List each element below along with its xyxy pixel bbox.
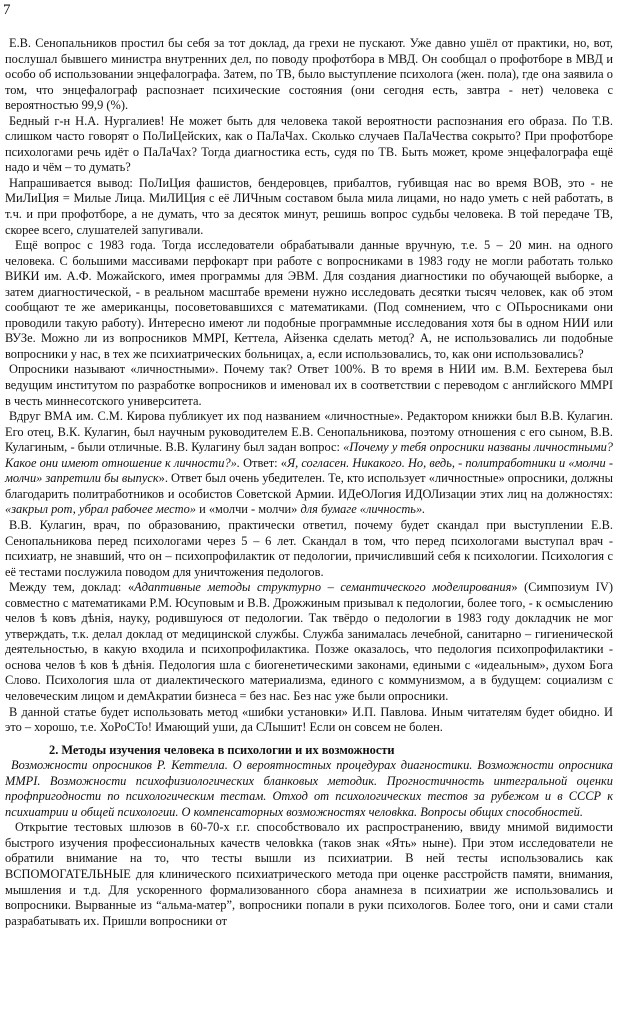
document-body xyxy=(5,36,613,929)
text-span: Вдруг ВМА им. С.М. Кирова публикует их под названием «личностные». Редактором книжки был В.В. Кулагин. Его отец, В.К. Кулагин, был научным руководителем Е.В. Сенопальникова, поэтому отношения с его сыном, В.В. Кулагиным, - были отличные. В.В. Кулагину был задан вопрос: xyxy=(5,409,613,455)
paragraph-report: Е.В. Сенопальников простил бы себя за тот доклад, да грехи не пускают. Уже давно ушёл от практики, но, вот, послушал бывшего министра внутренних дел, по поводу профотбора в МВД. Он сообщал о профотборе в МВД и особо об использовании энцефалографа. Затем, по ТВ, было выступление психолога (жен. пола), где она заявила о том, что энцефалограф распознает психические состояния (они сегодня есть, завтра - нет) человека с вероятностью 99,9 (%). xyxy=(5,36,613,113)
paragraph-symposium xyxy=(5,580,613,704)
paragraph-test-gates: Открытие тестовых шлюзов в 60-70-х г.г. способствовало их распространению, ввиду мнимой видимости быстрого изучения профессиональных качеств человkка (таков знак «Ять» ныне). При этом исследователи не обратили внимание на то, что тесты вышли из психиатрии. В ней тесты использовались как ВСПОМОГАТЕЛЬНЫЕ для клинического психиатрического метода при оценке расстройств памяти, внимания, мышления и т.д. Для ускоренного формализованного сбора анамнеза в психиатрии же использовались и вопросники. Вырванные из “альма-матер”, вопросники попали в руки психологов. Более того, они и сами стали разрабатывать их. Пришли вопросники от xyxy=(5,820,613,928)
section-heading: 2. Методы изучения человека в психологии и их возможности xyxy=(49,742,395,757)
section-abstract: Возможности опросников Р. Кеттелла. О вероятностных процедурах диагностики. Возможности опросника MMPI. Возможности психофизиологических бланковых методик. Прогностичность интегральной оценки профпригодности по психологическим тестам. Отход от психологических тестов за рубежом и в СССР к психиатрии и общей психологии. О компенсаторных возможностях человkка. Вопросы общих способностей. xyxy=(5,758,613,819)
paragraph-pavlov: В данной статье будет использовать метод «шибки установки» И.П. Павлова. Иным читателям будет обидно. И это – хорошо, т.е. ХоРоСТо! Имающий уши, да СЛышит! Если он совсем не болен. xyxy=(5,704,613,735)
page-number: 7 xyxy=(3,2,11,18)
text-span: Между тем, доклад: « xyxy=(9,580,135,595)
report-title: Адаптивные методы структурно – семантического моделирования xyxy=(134,580,512,595)
paragraph-nurgaliev: Бедный г-н Н.А. Нургалиев! Не может быть для человека такой вероятности распознания его образа. По Т.В. слишком часто говорят о ПоЛиЦейских, как о ПаЛаЧах. Сколько случаев ПаЛаЧества сокрыто? При профотборе психологами речь идёт о ПаЛаЧах? Тогда диагностика есть, судя по ТВ. Быть может, кроме энцефалографа ещё надо и чём – то думать? xyxy=(5,113,613,175)
text-span: » (Симпозиум IV) совместно с математиками Р.М. Юсуповым и В.В. Дрожжиным призывал к педологии, более того, - к осмыслению челов ѣ ковъ дѣнія, науку, родившуюся от педологии. Так твёрдо о педологии в 1983 году докладчик не мог утверждать, т.к. делал доклад от медицинской службы. Служба занималась лечебной, санитарно – гигиенической деятельностью, в какую входила и психопрофилактика. Позже оказалось, что педология психопрофилактики - основа челов ѣ ков ѣ дѣнія. Педология шла с биогенетическими законами, едиными с «идеальным», духом Бога Слово. Психология шла от диалектического материализма, единого с коммунизмом, а в будущем: социализм с человеческим лицом и демАкратии бизнеса = без нас. Без нас уже были опросники. xyxy=(5,580,613,703)
text-span: и «молчи - молчи» xyxy=(196,502,301,517)
paragraph-kulagin-answer: В.В. Кулагин, врач, по образованию, практически ответил, почему будет скандал при выступлении Е.В. Сенопальникова перед психологами через 5 – 6 лет. Скандал в том, что перед психологами выступал врач - психиатр, не знавший, что он – психопрофилактик от педологии, причисливший себя к психологии. Психология с её тестами послужила поводом для уничтожения педологов. xyxy=(5,517,613,579)
slogan-quote: «закрыл рот, убрал рабочее место» xyxy=(5,502,196,517)
text-span-italic: для бумаге «личность». xyxy=(300,502,426,517)
paragraph-personality-questionnaires: Опросники называют «личностными». Почему так? Ответ 100%. В то время в НИИ им. В.М. Бехтерева был ведущим институтом по разработке вопросников и именовал их в соответствии с переводом с английского MMPI в честь миннесотского университета. xyxy=(5,362,613,408)
paragraph-1983-question: Ещё вопрос с 1983 года. Тогда исследователи обрабатывали данные вручную, т.е. 5 – 20 мин. на одного человека. С большими массивами перфокарт при работе с вопросниками в 1983 году не могли работать только ВИКИ им. А.Ф. Можайского, имея программы для ЭВМ. Для создания диагностики по обучающей выборке, а затем диагностической, - в реальном масштабе времени нужно исследовать десятки тысяч человек, как об этом сообщают те же американцы, посоветовавшихся с математиками. (Под сомнением, что с ОПьросниками они проводили такую работу). Интересно имеют ли подобные программные исследования хотя бы в одном НИИ или ВУЗе. Можно ли из вопросников MMPI, Кеттела, Айзенка сделать метод? А, не использовались ли подобные вопросники у нас, в тех же психиатрических больницах, а, если использовались, то, как они использовались? xyxy=(5,238,613,361)
text-span: ». Ответ был очень убедителен. Те, кто использует «личностные» опросники, должны благодарить политработников и особистов Советской Армии. ИДеОЛогия ИДОЛизации этих лиц на должностях: xyxy=(5,471,613,501)
paragraph-kulagin-dialog xyxy=(5,409,613,518)
question-quote: «Почему у тебя опросники названы личностными? Какое они имеют отношение к личности?». xyxy=(5,440,614,470)
text-span: Ответ: « xyxy=(243,455,287,470)
paragraph-conclusion: Напрашивается вывод: ПоЛиЦия фашистов, бендеровцев, прибалтов, губивщая нас во время ВОВ, это - не МиЛиЦия = Милые Лица. МиЛИЦия с её ЛИЧным составом была мила лицами, но надо уметь с ней работать, в т.ч. и при профотборе, а не думать, что за десяток минут, решишь вопрос судьбы человека. В той передаче ТВ, скорее всего, слушателей запугивали. xyxy=(5,175,613,237)
answer-quote: Я, согласен. Никакого. Но, ведь, - политработники и «молчи - молчи» запретили бы выпуск xyxy=(5,455,614,486)
